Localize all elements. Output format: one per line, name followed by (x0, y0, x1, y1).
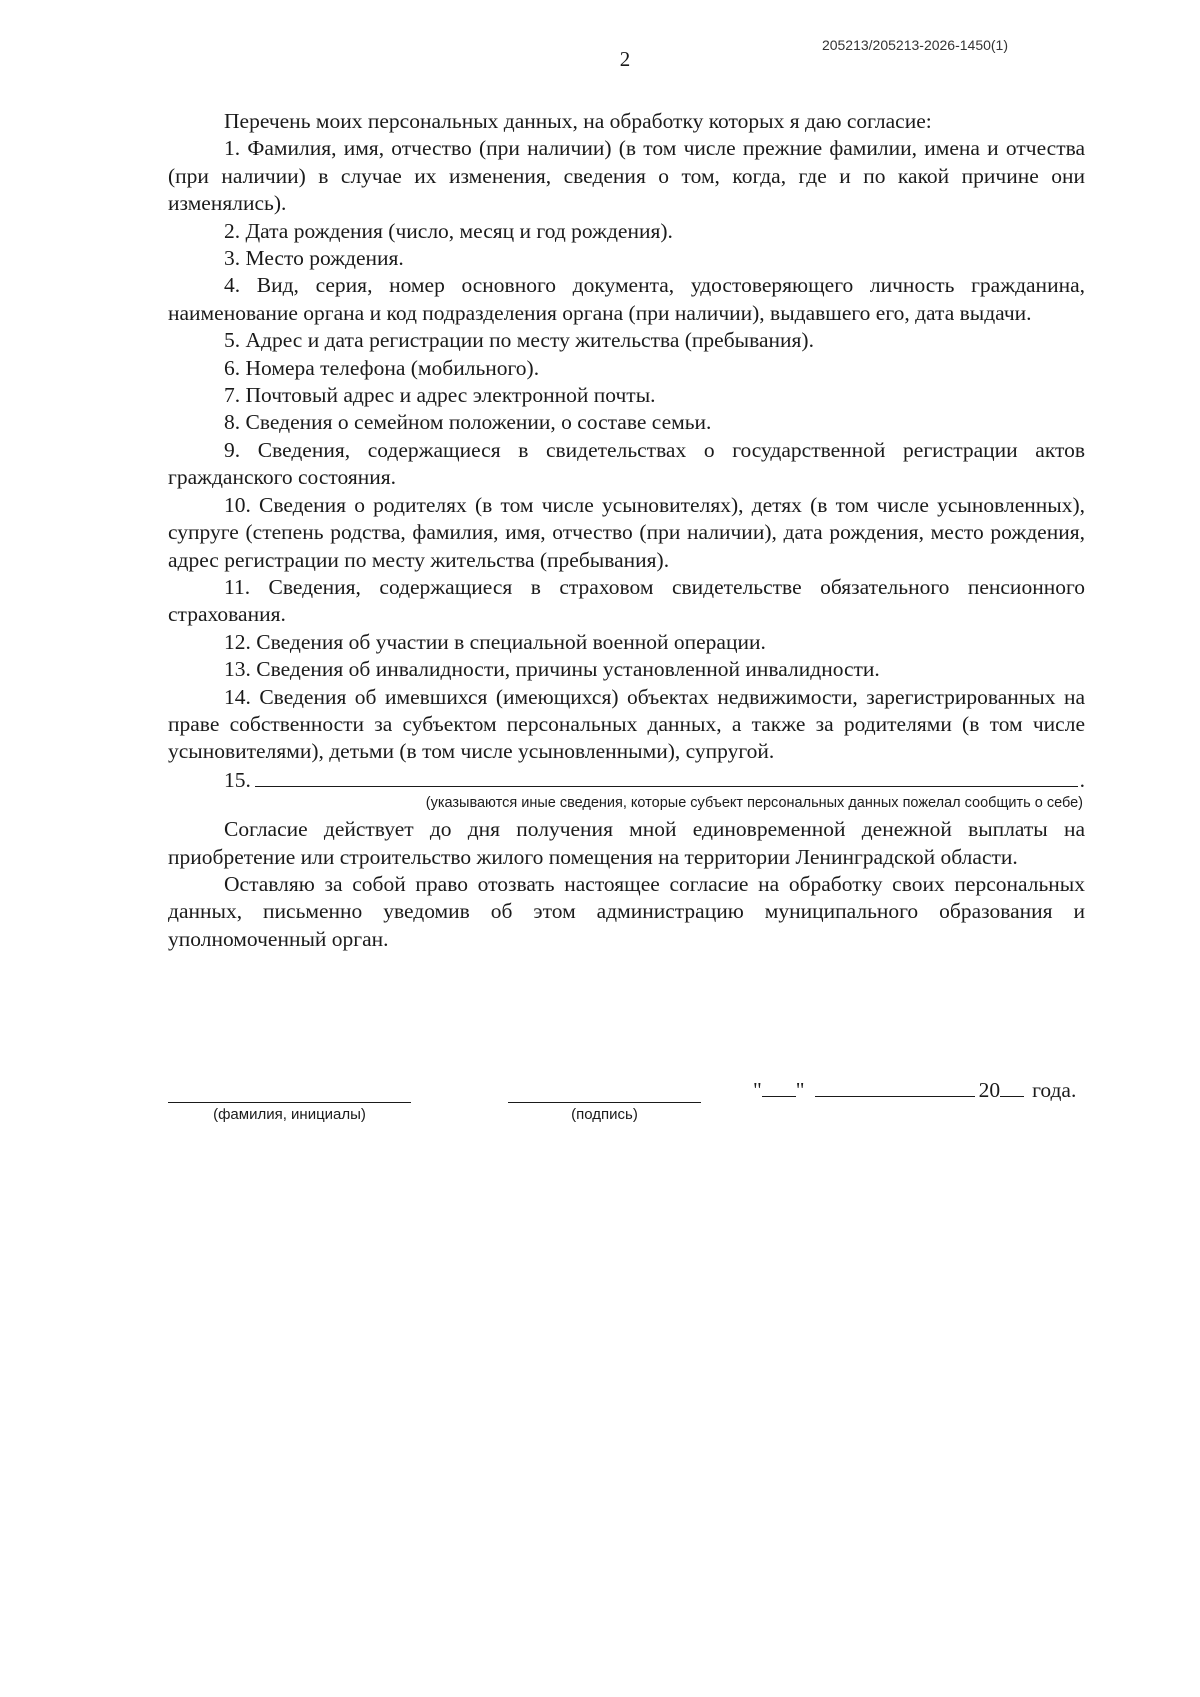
date-day-field[interactable] (762, 1076, 796, 1097)
item-15-caption: (указываются иные сведения, которые субъект персональных данных пожелал сообщить о себе) (425, 795, 1083, 812)
intro-text: Перечень моих персональных данных, на обработку которых я даю согласие: (224, 109, 932, 133)
list-item: 6. Номера телефона (мобильного). (224, 355, 540, 380)
document-body (168, 108, 1085, 953)
list-item: 4. Вид, серия, номер основного документа, удостоверяющего личность гражданина, наименование органа и код подразделения органа (при наличии), выдавшего его, дата выдачи. (168, 273, 1085, 325)
list-item: 2. Дата рождения (число, месяц и год рождения). (224, 218, 673, 243)
signature-line[interactable] (508, 1076, 701, 1103)
signature-block (508, 1076, 701, 1123)
name-line[interactable] (168, 1076, 411, 1103)
name-caption: (фамилия, инициалы) (213, 1106, 366, 1123)
list-item: 1. Фамилия, имя, отчество (при наличии) (в том числе прежние фамилии, имена и отчества (при наличии) в случае их изменения, сведения о том, когда, где и по какой причине они изменялись). (168, 136, 1085, 216)
list-item: 9. Сведения, содержащиеся в свидетельствах о государственной регистрации актов гражданского состояния. (168, 437, 1085, 490)
list-item: 12. Сведения об участии в специальной военной операции. (224, 629, 766, 654)
list-item: 11. Сведения, содержащиеся в страховом свидетельстве обязательного пенсионного страхования. (168, 574, 1085, 627)
signature-row (168, 1076, 1085, 1136)
date-month-field[interactable] (815, 1076, 975, 1097)
date-quote-close: " (795, 1078, 805, 1102)
signature-caption: (подпись) (571, 1106, 638, 1123)
list-item: 13. Сведения об инвалидности, причины установленной инвалидности. (224, 657, 880, 682)
list-item: 3. Место рождения. (224, 246, 404, 271)
doc-number: 205213/205213-2026-1450(1) (821, 37, 1008, 53)
item-15-line (168, 766, 1085, 794)
list-item: 8. Сведения о семейном положении, о составе семьи. (224, 410, 712, 435)
validity-paragraph: Согласие действует до дня получения мной единовременной денежной выплаты на приобретение или строительство жилого помещения на территории Ленинградской области. (168, 817, 1085, 869)
date-year-prefix: 20 (978, 1078, 1001, 1102)
list-item: 14. Сведения об имевшихся (имеющихся) объектах недвижимости, зарегистрированных на праве собственности за субъектом персональных данных, а также за родителями (в том числе усыновителями), детьми (в том числе усыновленными), супругой. (168, 684, 1085, 764)
revocation-paragraph: Оставляю за собой право отозвать настоящее согласие на обработку своих персональных данных, письменно уведомив об этом администрацию муниципального образования и уполномоченный орган. (168, 871, 1085, 951)
item-15-blank-field[interactable] (255, 766, 1078, 787)
page-number: 2 (619, 47, 631, 71)
item-15-end: . (1079, 767, 1085, 792)
item-15-number: 15. (224, 767, 251, 792)
date-year-field[interactable] (1000, 1076, 1024, 1097)
list-item: 5. Адрес и дата регистрации по месту жительства (пребывания). (224, 328, 814, 353)
list-item: 7. Почтовый адрес и адрес электронной почты. (224, 383, 656, 408)
date-quote-open: " (753, 1078, 762, 1102)
name-signature-block (168, 1076, 411, 1123)
date-block (753, 1076, 1085, 1103)
date-year-suffix: года. (1032, 1078, 1077, 1102)
list-item: 10. Сведения о родителях (в том числе усыновителях), детях (в том числе усыновленных), супруге (степень родства, фамилия, имя, отчество (при наличии), дата рождения, место рождения, адрес регистрации по месту жительства (пребывания). (168, 492, 1085, 572)
